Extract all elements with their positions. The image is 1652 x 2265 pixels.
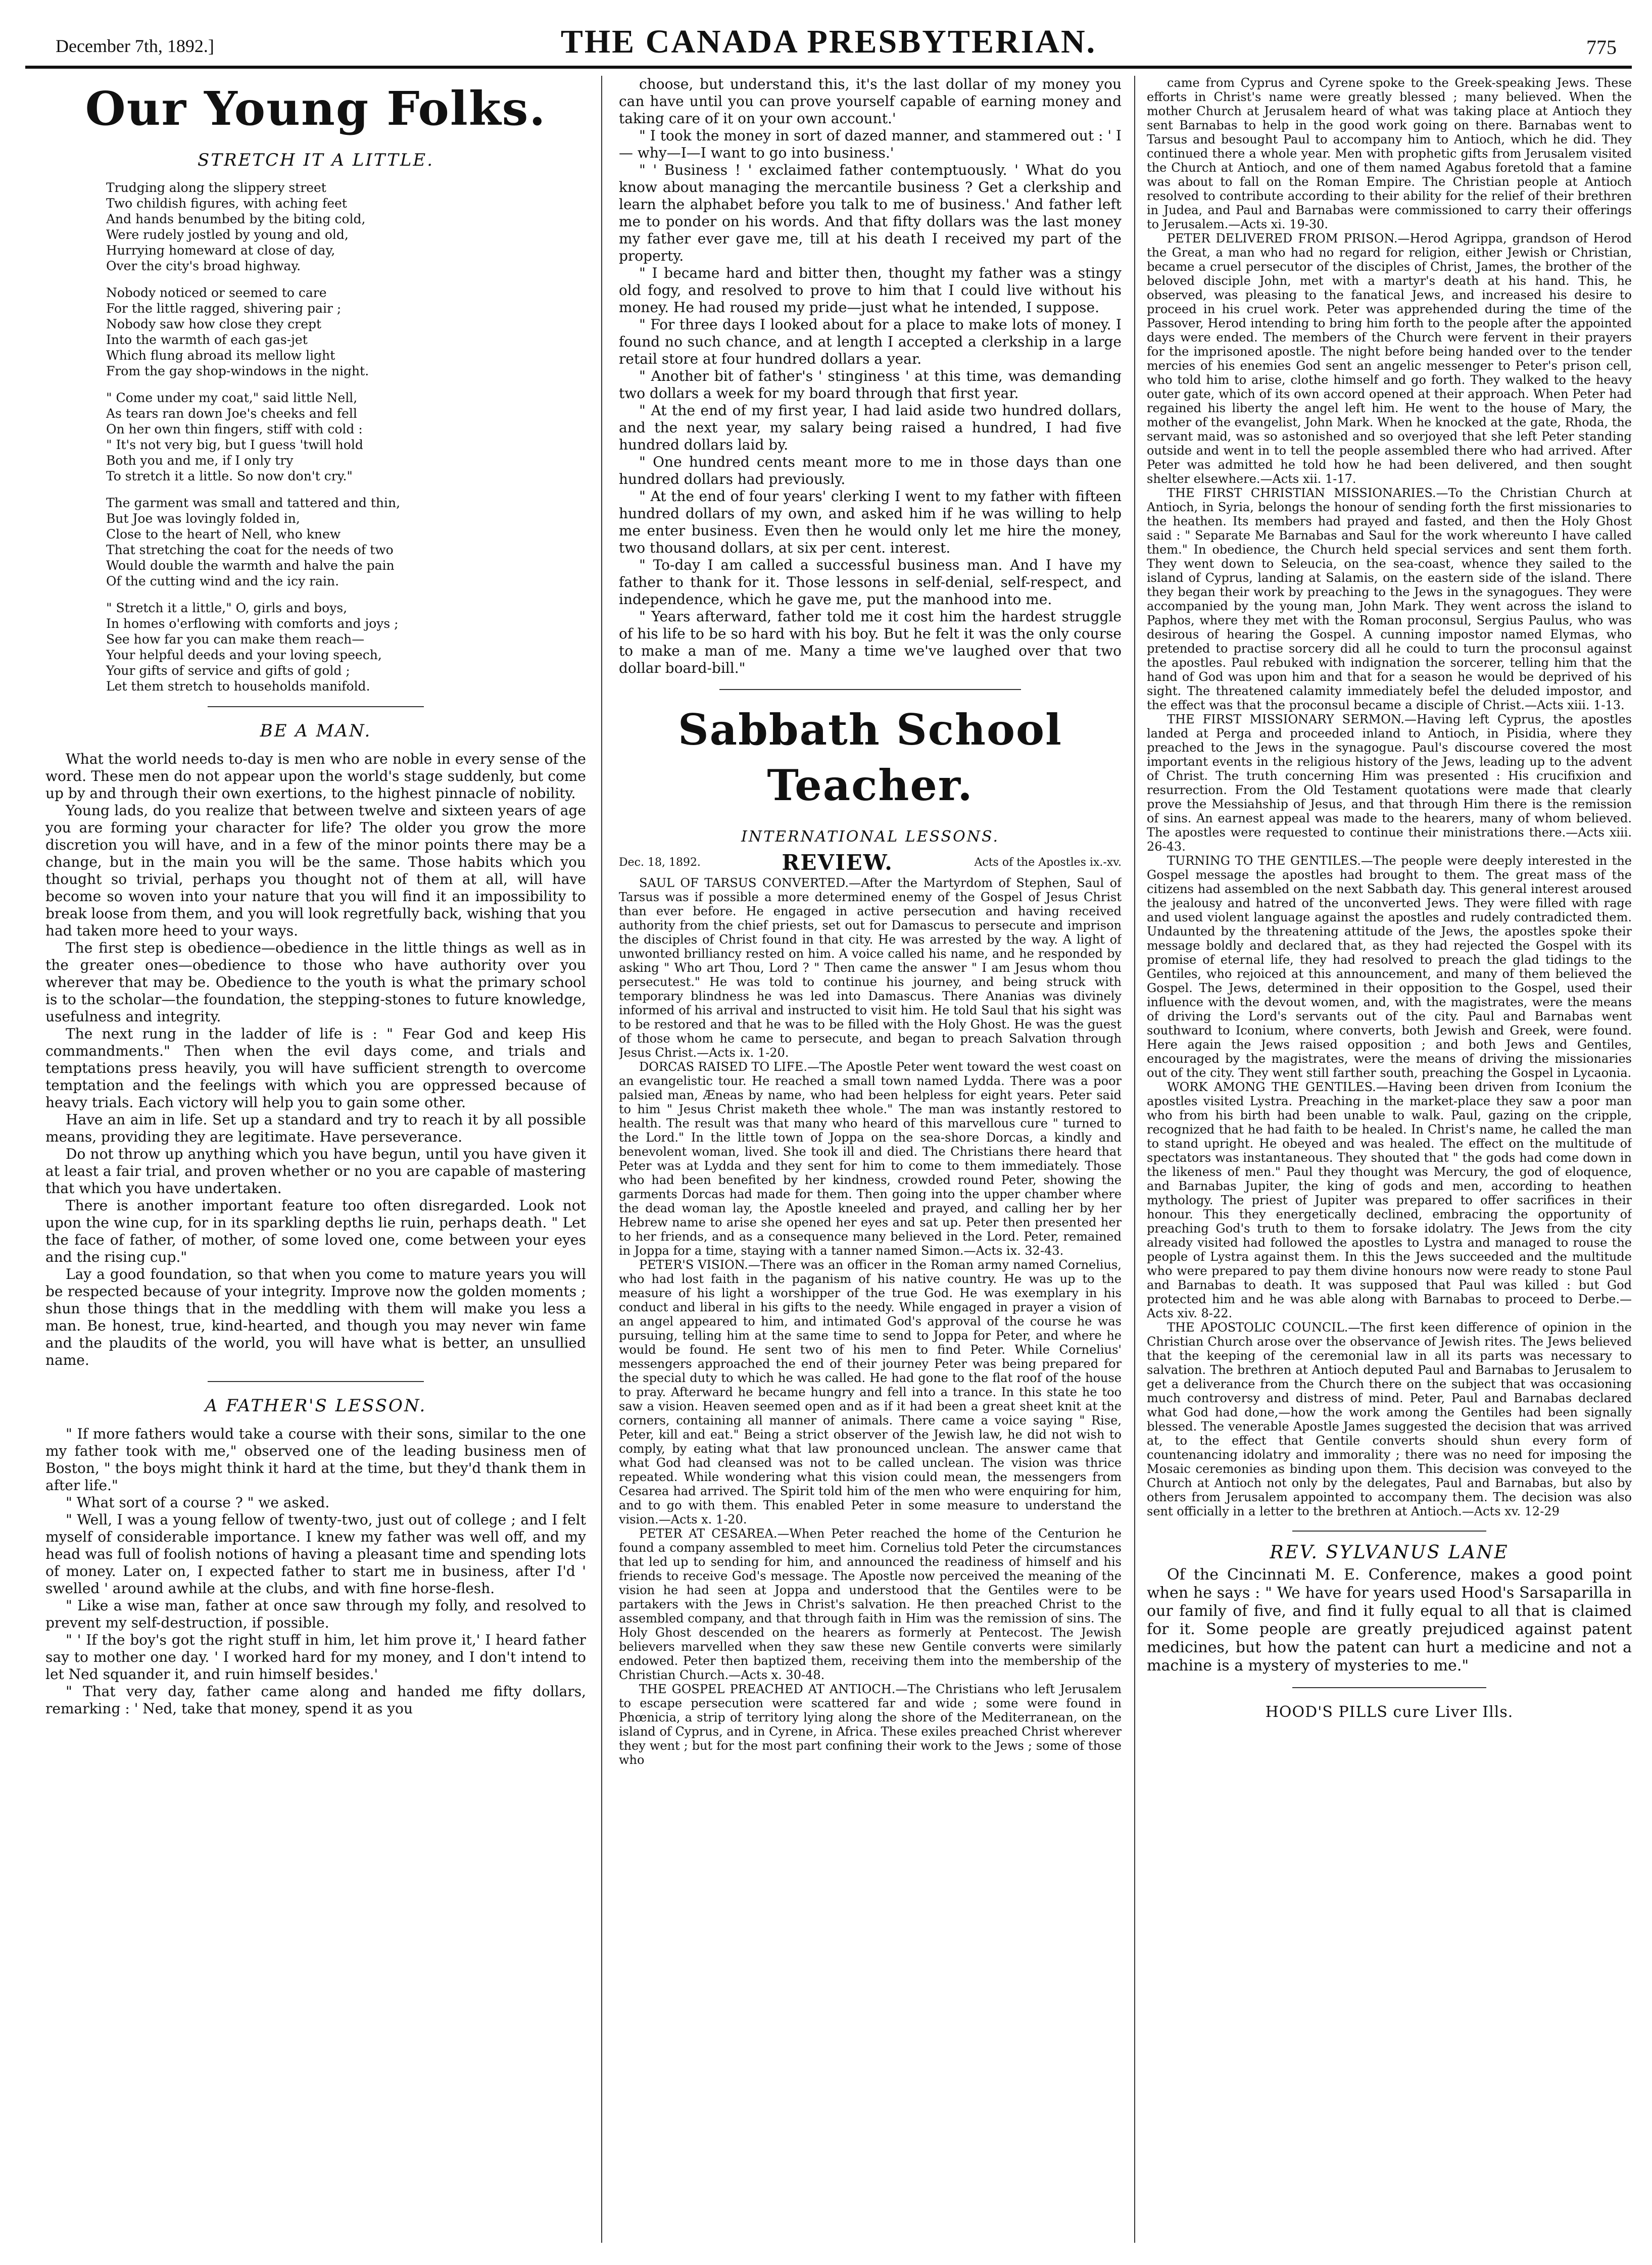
poem-stanza: [106, 390, 586, 484]
poem: [45, 180, 586, 694]
article-paragraph: " Well, I was a young fellow of twenty-two, just out of college ; and I felt myself of considerable importance. I knew my father was well off, and my head was full of foolish notions of having a pleasant time and spending lots of money. Later on, I expected father to start me in business, after I'd ' swelled ' around awhile at the clubs, and with fine horse-flesh.: [45, 1511, 586, 1597]
poem-line: Were rudely jostled by young and old,: [106, 227, 349, 242]
article-paragraph: Lay a good foundation, so that when you come to mature years you will be respected because of your integrity. Improve now the golden moments ; shun those things that in the meddling with them will make you less a man. Be honest, true, kind-hearted, and though you may never win fame and the plaudits of the world, you will have what is better, an unsullied name.: [45, 1266, 586, 1368]
poem-line: Close to the heart of Nell, who knew: [106, 527, 341, 541]
lesson-reference: Acts of the Apostles ix.-xv.: [974, 856, 1122, 869]
article-paragraph: " Another bit of father's ' stinginess ' at this time, was demanding two dollars a week for my board through that first year.: [619, 368, 1122, 402]
poem-line: From the gay shop-windows in the night.: [106, 364, 369, 378]
lesson-text-continued: [1147, 76, 1632, 1518]
article-paragraph: " One hundred cents meant more to me in those days than one hundred dollars had previously.: [619, 454, 1122, 487]
lesson-paragraph: THE FIRST CHRISTIAN MISSIONARIES.—To the Christian Church at Antioch, in Syria, belongs the honour of sending forth the first missionaries to the heathen. Its members had prayed and fasted, and then the Holy Ghost said : " Separate Me Barnabas and Saul for the work whereunto I have called them." In obedience, the Church held special services and sent them forth. They went down to Seleucia, on the sea-coast, whence they sailed to the island of Cyprus, landing at Salamis, on the eastern side of the island. There they began their work by preaching to the Jews in the synagogues. They were accompanied by the young man, John Mark. They went across the island to Paphos, where they met with the Roman proconsul, Sergius Paulus, who was desirous of hearing the Gospel. A cunning impostor named Elymas, who pretended to practise sorcery did all he could to turn the proconsul against the apostles. Paul rebuked with indignation the sorcerer, telling him that the hand of God was upon him and that for a season he would be deprived of his sight. The threatened calamity immediately befel the deluded impostor, and the effect was that the proconsul became a disciple of Christ.—Acts xiii. 1-13.: [1147, 486, 1632, 712]
lesson-paragraph: PETER'S VISION.—There was an officer in the Roman army named Cornelius, who had lost faith in the paganism of his native country. He was up to the measure of his light a worshipper of the true God. He was exemplary in his conduct and liberal in his gifts to the needy. While engaged in prayer a vision of an angel appeared to him, and intimated God's approval of the course he was pursuing, telling him at the same time to send to Joppa for Peter, and where he would be found. He sent two of his men to find Peter. While Cornelius' messengers approached the end of their journey Peter was being prepared for the special duty to which he was called. He had gone to the flat roof of the house to pray. Afterward he became hungry and fell into a trance. In this state he too saw a vision. Heaven seemed open and as if it had been a great sheet knit at the corners, containing all manner of animals. There came a voice saying " Rise, Peter, kill and eat." Being a strict observer of the Jewish law, he did not wish to comply, by eating what that law pronounced unclean. The answer came that what God had cleansed was not to be called unclean. The vision was thrice repeated. While wondering what this vision could mean, the messengers from Cesarea had arrived. The Spirit told him of the men who were enquiring for him, and to go with them. This enabled Peter in some measure to understand the vision.—Acts x. 1-20.: [619, 1258, 1122, 1527]
lesson-heading: [619, 850, 1122, 875]
lesson-paragraph: PETER AT CESAREA.—When Peter reached the home of the Centurion he found a company assembled to meet him. Cornelius told Peter the circumstances that led up to sending for him, and announced the readiness of himself and his friends to receive God's message. The Apostle now perceived the meaning of the vision he had seen at Joppa and understood that the Gentiles were to be partakers with the Jews in Christ's salvation. He then preached Christ to the assembled company, and that through faith in Him was the remission of sins. The Holy Ghost descended on the hearers as formerly at Pentecost. The Jewish believers marvelled when they saw these new Gentile converts were similarly endowed. Peter then baptized them, receiving them into the membership of the Christian Church.—Acts x. 30-48.: [619, 1527, 1122, 1682]
section-divider: [208, 1381, 424, 1382]
lesson-paragraph: came from Cyprus and Cyrene spoke to the Greek-speaking Jews. These efforts in Christ's name were greatly blessed ; many believed. When the mother Church at Jerusalem heard of what was taking place at Antioch they sent Barnabas to help in the good work going on there. Barnabas went to Tarsus and besought Paul to accompany him to Antioch, which he did. They continued there a whole year. Men with prophetic gifts from Jerusalem visited the Church at Antioch, and one of them named Agabus foretold that a famine was about to fall on the Roman Empire. The Christian people at Antioch resolved to contribute according to their ability for the relief of their brethren in Judea, and Paul and Barnabas were commissioned to carry their offerings to Jerusalem.—Acts xi. 19-30.: [1147, 76, 1632, 231]
article-paragraph: The first step is obedience—obedience in the little things as well as in the greater ones—obedience to those who have authority over you wherever that may be. Obedience to the youth is what the primary school is to the scholar—the foundation, the stepping-stones to future knowledge, usefulness and integrity.: [45, 940, 586, 1025]
article-paragraph: " I became hard and bitter then, thought my father was a stingy old fogy, and resolved to prove to him that I could live without his money. He had roused my pride—just what he intended, I suppose.: [619, 265, 1122, 316]
advert-body: Of the Cincinnati M. E. Conference, makes a good point when he says : " We have for years used Hood's Sarsaparilla in our family of five, and find it fully equal to all that is claimed for it. Some people are greatly prejudiced against patent medicines, but how the patent can hurt a medicine and not a machine is a mystery of mysteries to me.": [1147, 1566, 1632, 1675]
article-paragraph: Have an aim in life. Set up a standard and try to reach it by all possible means, providing they are legitimate. Have perseverance.: [45, 1111, 586, 1145]
poem-line: And hands benumbed by the biting cold,: [106, 212, 366, 226]
hoods-advertisement: [1147, 1542, 1632, 1721]
poem-line: Nobody noticed or seemed to care: [106, 285, 327, 300]
poem-line: In homes o'erflowing with comforts and joys ;: [106, 616, 399, 631]
newspaper-title: THE CANADA PRESBYTERIAN.: [560, 23, 1097, 60]
article-paragraph: The next rung in the ladder of life is : " Fear God and keep His commandments." Then when the evil days come, and trials and temptations press heavily, you will have sufficient strength to overcome temptation and the feelings with which you are oppressed because of heavy trials. Each victory will help you to gain some other.: [45, 1025, 586, 1111]
poem-stanza: [106, 180, 586, 274]
poem-line: That stretching the coat for the needs of two: [106, 543, 394, 557]
article-paragraph: " Years afterward, father told me it cost him the hardest struggle of his life to be so hard with his boy. But he felt it was the only course to make a man of me. Many a time we've laughed over that two dollar board-bill.": [619, 608, 1122, 676]
poem-line: " Stretch it a little," O, girls and boys,: [106, 601, 348, 615]
poem-line: Which flung abroad its mellow light: [106, 348, 335, 363]
article-paragraph: " What sort of a course ? " we asked.: [66, 1494, 330, 1511]
article-paragraph: Young lads, do you realize that between twelve and sixteen years of age you are forming your character for life? The older you grow the more discretion you will have, and in a few of the minor points there may be a change, but in the main you will be the same. Those habits which you thought so trivial, perhaps you thought not of them at all, will have become so woven into your nature that you will find it an impossibility to break loose from them, and you will look regretfully back, wishing that you had taken more heed to your ways.: [45, 802, 586, 939]
poem-line: Both you and me, if I only try: [106, 453, 294, 468]
fathers-lesson-continued: [619, 76, 1122, 677]
poem-line: Into the warmth of each gas-jet: [106, 332, 308, 347]
poem-line: The garment was small and tattered and thin,: [106, 496, 401, 510]
article-paragraph: " I took the money in sort of dazed manner, and stammered out : ' I— why—I—I want to go into business.': [619, 127, 1122, 161]
lesson-date: Dec. 18, 1892.: [619, 856, 701, 869]
poem-line: Hurrying homeward at close of day,: [106, 243, 335, 258]
lesson-paragraph: THE APOSTOLIC COUNCIL.—The first keen difference of opinion in the Christian Church arose over the observance of Jewish rites. The Jews believed that the keeping of the ceremonial law in all its parts was necessary to salvation. The brethren at Antioch deputed Paul and Barnabas to Jerusalem to get a deliverance from the Church there on the subject that was occasioning much controversy and distress of mind. Peter, Paul and Barnabas declared what God had done,—how the work among the Gentiles had been signally blessed. The venerable Apostle James suggested the decision that was arrived at, to the effect that Gentile converts should shun every form of countenancing idolatry and immorality ; there was no need for imposing the Mosaic ceremonies as binding upon them. This decision was conveyed to the Church at Antioch not only by the delegates, Paul and Barnabas, but also by others from Jerusalem appointed to accompany them. The decision was also sent officially in a letter to the brethren at Antioch.—Acts xv. 12-29: [1147, 1320, 1632, 1518]
poem-stanza: [106, 600, 586, 694]
article-paragraph: " If more fathers would take a course with their sons, similar to the one my father took with me," observed one of the leading business men of Boston, " the boys might think it hard at the time, but they'd thank them in after life.": [45, 1425, 586, 1494]
poem-line: On her own thin fingers, stiff with cold :: [106, 422, 363, 436]
lesson-paragraph: THE FIRST MISSIONARY SERMON.—Having left Cyprus, the apostles landed at Perga and proceeded inland to Antioch, in Pisidia, where they preached to the Jews in the synagogue. Paul's discourse covered the most important events in the religious history of the Jews, leading up to the advent of Christ. The truth concerning Him was presented : His crucifixion and resurrection. From the Old Testament quotations were made that clearly prove the Messiahship of Jesus, and that through Him there is the remission of sins. An earnest appeal was made to the hearers, many of whom believed. The apostles were requested to continue their ministrations there.—Acts xiii. 26-43.: [1147, 712, 1632, 854]
page-number: 775: [1586, 36, 1617, 59]
poem-line: To stretch it a little. So now don't cry.": [106, 469, 353, 483]
article-paragraph: " ' If the boy's got the right stuff in him, let him prove it,' I heard father say to mother one day. ' I worked hard for my money, and I don't intend to let Ned squander it, and ruin himself besides.': [45, 1632, 586, 1683]
poem-line: Let them stretch to households manifold.: [106, 679, 370, 694]
poem-line: Over the city's broad highway.: [106, 259, 301, 273]
poem-line: See how far you can make them reach—: [106, 632, 365, 647]
poem-line: Your gifts of service and gifts of gold ;: [106, 663, 350, 678]
column-3: [1147, 76, 1632, 2248]
poem-line: But Joe was lovingly folded in,: [106, 511, 300, 526]
poem-line: Would double the warmth and halve the pain: [106, 558, 395, 573]
article-paragraph: " For three days I looked about for a place to make lots of money. I found no such chance, and at length I accepted a clerkship in a large retail store at four hundred dollars a year.: [619, 316, 1122, 367]
column-divider: [601, 76, 602, 2243]
section-divider: [208, 706, 424, 707]
column-2: [619, 76, 1122, 2248]
lesson-paragraph: WORK AMONG THE GENTILES.—Having been driven from Iconium the apostles visited Lystra. Preaching in the market-place they saw a poor man who from his birth had been unable to walk. Paul, gazing on the cripple, recognized that he had faith to be healed. In Christ's name, he called the man to stand upright. He obeyed and was healed. The effect on the multitude of spectators was instantaneous. They shouted that " the gods had come down in the likeness of men." Paul they thought was Mercury, the god of eloquence, and Barnabas Jupiter, the king of gods and men, according to heathen mythology. The priest of Jupiter was prepared to offer sacrifices in their honour. This they energetically declined, embracing the opportunity of preaching God's truth to them to forsake idolatry. The Jews from the city already visited had followed the apostles to Lystra and managed to rouse the people of Lystra against them. In this the Jews succeeded and the multitude who were prepared to pay them divine honours now were ready to stone Paul and Barnabas to death. It was supposed that Paul was killed : but God protected him and he was able along with Barnabas to proceed to Derbe.—Acts xiv. 8-22.: [1147, 1080, 1632, 1320]
section-divider: [1292, 1687, 1486, 1688]
poem-stanza: [106, 495, 586, 589]
young-folks-masthead: Our Young Folks.: [85, 81, 547, 136]
page-header: [25, 20, 1632, 69]
lesson-title: REVIEW.: [782, 850, 893, 875]
article-paragraph: " To-day I am called a successful business man. And I have my father to thank for it. Those lessons in self-denial, self-respect, and independence, which he gave me, put the manhood into me.: [619, 557, 1122, 608]
lesson-text: [619, 876, 1122, 1767]
poem-line: Your helpful deeds and your loving speech,: [106, 648, 382, 662]
poem-line: " It's not very big, but I guess 'twill hold: [106, 437, 363, 452]
section-divider: [719, 689, 1021, 690]
poem-line: For the little ragged, shivering pair ;: [106, 301, 342, 316]
lesson-paragraph: THE GOSPEL PREACHED AT ANTIOCH.—The Christians who left Jerusalem to escape persecution were scattered far and wide ; some were found in Phœnicia, a strip of territory lying along the shore of the Mediterranean, on the island of Cyprus, and in Cyrene, in Africa. These exiles preached Christ wherever they went ; but for the most part confining their work to the Jews ; some of those who: [619, 1682, 1122, 1767]
advert-title: REV. SYLVANUS LANE: [1270, 1542, 1509, 1563]
lesson-paragraph: SAUL OF TARSUS CONVERTED.—After the Martyrdom of Stephen, Saul of Tarsus was if possible a more determined enemy of the Gospel of Jesus Christ than ever before. He engaged in active persecution and having received authority from the chief priests, set out for Damascus to persecute and imprison the disciples of Christ found in that city. He was arrested by the way. A light of unwonted brilliancy rested on him. A voice called his name, and he responded by asking " Who art Thou, Lord ? " Then came the answer " I am Jesus whom thou persecutest." He was told to continue his journey, and being struck with temporary blindness he was led into Damascus. There Ananias was divinely informed of his arrival and instructed to visit him. He told Saul that his sight was to be restored and that he was to be filled with the Holy Ghost. He was the guest of those whom he came to persecute, and began to preach Salvation through Jesus Christ.—Acts ix. 1-20.: [619, 876, 1122, 1060]
poem-line: Two childish figures, with aching feet: [106, 196, 347, 211]
advert-tagline: HOOD'S PILLS cure Liver Ills.: [1265, 1703, 1514, 1721]
article-paragraph: " At the end of my first year, I had laid aside two hundred dollars, and the next year, my salary being raised a hundred, I had five hundred dollars laid by.: [619, 402, 1122, 453]
poem-line: " Come under my coat," said little Nell,: [106, 390, 358, 405]
poem-line: Trudging along the slippery street: [106, 180, 326, 195]
international-lessons-title: INTERNATIONAL LESSONS.: [741, 828, 999, 846]
fathers-lesson-article: [45, 1425, 586, 1717]
be-a-man-title: BE A MAN.: [260, 721, 372, 741]
issue-date: December 7th, 1892.]: [56, 36, 214, 56]
sabbath-school-masthead: Sabbath School Teacher.: [678, 705, 1062, 810]
article-paragraph: " ' Business ! ' exclaimed father contemptuously. ' What do you know about managing the mercantile business ? Get a clerkship and learn the alphabet before you talk to me of business.' And father left me to ponder on his words. And that fifty dollars was the last money my father ever gave me, till at his death I received my part of the property.: [619, 162, 1122, 264]
poem-line: Nobody saw how close they crept: [106, 317, 322, 331]
article-paragraph: There is another important feature too often disregarded. Look not upon the wine cup, for in its sparkling depths lie ruin, perhaps death. " Let the face of father, of mother, of some loved one, come between your eyes and the rising cup.": [45, 1197, 586, 1265]
poem-title: STRETCH IT A LITTLE.: [197, 150, 434, 170]
article-paragraph: Do not throw up anything which you have begun, until you have given it at least a fair trial, and proven whether or no you are capable of mastering that which you have undertaken.: [45, 1146, 586, 1197]
article-paragraph: " At the end of four years' clerking I went to my father with fifteen hundred dollars of my own, and asked him if he was willing to help me enter business. Even then he would only let me hire the money, two thousand dollars, at six per cent. interest.: [619, 488, 1122, 556]
column-1: [45, 76, 586, 2248]
section-divider: [1292, 1531, 1486, 1532]
fathers-lesson-title: A FATHER'S LESSON.: [205, 1396, 427, 1416]
be-a-man-article: [45, 751, 586, 1369]
poem-line: Of the cutting wind and the icy rain.: [106, 574, 339, 588]
poem-line: As tears ran down Joe's cheeks and fell: [106, 406, 357, 421]
article-paragraph: What the world needs to-day is men who are noble in every sense of the word. These men do not appear upon the world's stage suddenly, but come up by and through their own exertions, to the highest pinnacle of nobility.: [45, 751, 586, 802]
lesson-paragraph: PETER DELIVERED FROM PRISON.—Herod Agrippa, grandson of Herod the Great, a man who had no regard for religion, either Jewish or Christian, became a cruel persecutor of the disciples of Christ, James, the brother of the beloved disciple John, met with a martyr's death at his hand. This, he observed, was pleasing to the fanatical Jews, and increased his desire to proceed in his cruel work. Peter was apprehended during the time of the Passover, Herod intending to bring him forth to the people after the appointed days were ended. The members of the Church were fervent in their prayers for the imprisoned apostle. The night before being handed over to the tender mercies of his enemies God sent an angelic messenger to Peter's prison cell, who told him to arise, clothe himself and go forth. They walked to the heavy outer gate, which of its own accord opened at their approach. When Peter had regained his liberty the angel left him. He went to the house of Mary, the mother of the evangelist, John Mark. When he knocked at the gate, Rhoda, the servant maid, was so astonished and so overjoyed that she left Peter standing outside and went in to tell the people assembled there who had arrived. After Peter was admitted he told how he had been delivered, and then sought shelter elsewhere.—Acts xii. 1-17.: [1147, 231, 1632, 486]
article-paragraph: " Like a wise man, father at once saw through my folly, and resolved to prevent my self-destruction, if possible.: [45, 1597, 586, 1631]
article-paragraph: choose, but understand this, it's the last dollar of my money you can have until you can prove yourself capable of earning money and taking care of it on your own account.': [619, 76, 1122, 127]
article-paragraph: " That very day, father came along and handed me fifty dollars, remarking : ' Ned, take that money, spend it as you: [45, 1683, 586, 1717]
lesson-paragraph: TURNING TO THE GENTILES.—The people were deeply interested in the Gospel message the apostles had brought to them. The great mass of the citizens had assembled on the next Sabbath day. This general interest aroused the jealousy and hatred of the unconverted Jews. They were filled with rage and used violent language against the apostles and rudely contradicted them. Undaunted by the threatening attitude of the Jews, the apostles spoke their message boldly and declared that, as they had rejected the Gospel with its promise of eternal life, they had resolved to preach the glad tidings to the Gentiles, who rejoiced at this announcement, and many of them believed the Gospel. The Jews, determined in their opposition to the Gospel, used their influence with the devout women, and, with the magistrates, were the means of driving the Lord's servants out of the city. Paul and Barnabas went southward to Iconium, where converts, both Jewish and Greek, were found. Here again the Jews raised opposition ; and both Jews and Gentiles, encouraged by the magistrates, were the means of driving the missionaries out of the city. They went still farther south, preaching the Gospel in Lycaonia.: [1147, 854, 1632, 1080]
poem-stanza: [106, 285, 586, 379]
lesson-paragraph: DORCAS RAISED TO LIFE.—The Apostle Peter went toward the west coast on an evangelistic tour. He reached a small town named Lydda. There was a poor palsied man, Æneas by name, who had been helpless for eight years. Peter said to him " Jesus Christ maketh thee whole." The man was instantly restored to health. The result was that many who heard of this marvellous cure " turned to the Lord." In the little town of Joppa on the sea-shore Dorcas, a kindly and benevolent woman, lived. She took ill and died. The Christians there heard that Peter was at Lydda and they sent for him to come to them immediately. Those who had been benefited by her kindness, crowded round Peter, showing the garments Dorcas had made for them. Then going into the upper chamber where the dead woman lay, the Apostle kneeled and prayed, and calling her by her Hebrew name to arise she opened her eyes and sat up. Peter then presented her to her friends, and as a consequence many believed in the Lord. Peter, remained in Joppa for a time, staying with a tanner named Simon.—Acts ix. 32-43.: [619, 1060, 1122, 1258]
column-divider: [1134, 76, 1135, 2243]
